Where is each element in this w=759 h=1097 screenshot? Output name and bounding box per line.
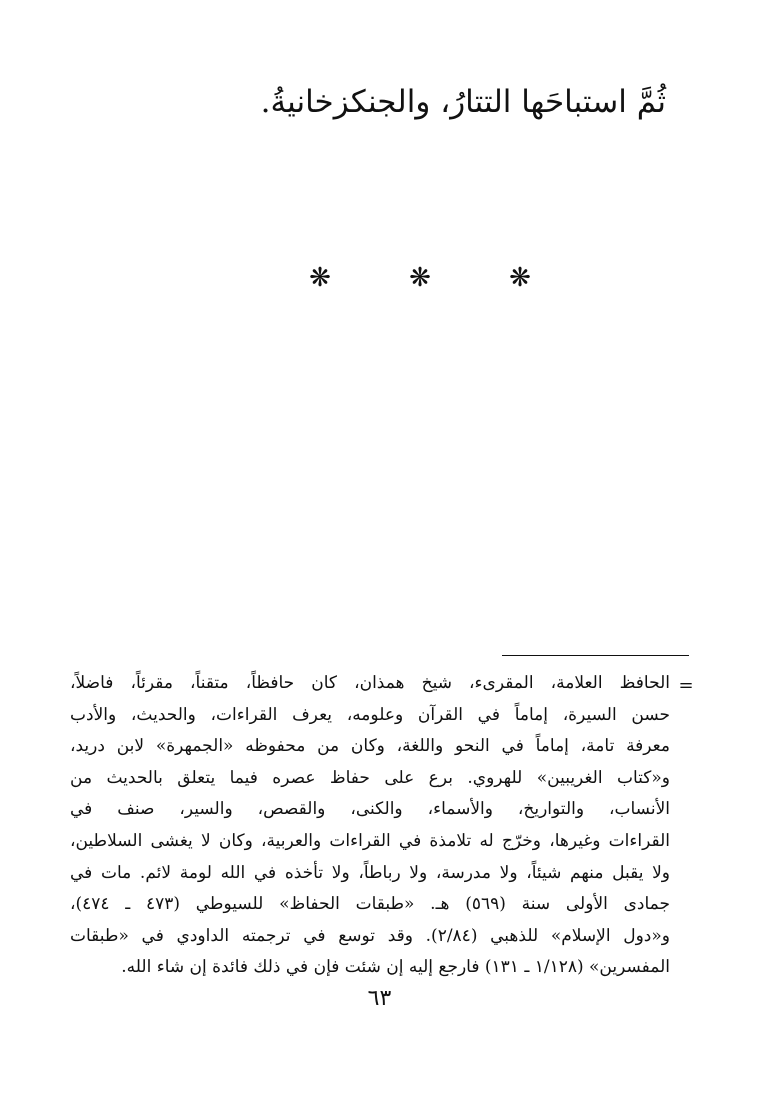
ornament-icon: ❋ xyxy=(409,263,431,293)
footnote-line: و«دول الإسلام» للذهبي (٢/٨٤). وقد توسع في ترجمته الداودي في «طبقات xyxy=(70,925,670,946)
footnote-line: ولا يقبل منهم شيئاً، ولا مدرسة، ولا رباطاً، ولا تأخذه في الله لومة لائم. مات في xyxy=(70,862,670,883)
footnote-continuation-marker: = xyxy=(678,675,694,696)
footnote-line: جمادى الأولى سنة (٥٦٩) هـ. «طبقات الحفاظ» للسيوطي (٤٧٣ ـ ٤٧٤)، xyxy=(70,894,670,915)
footnote-line: معرفة تامة، إماماً في النحو واللغة، وكان من محفوظه «الجمهرة» لابن دريد، xyxy=(70,736,670,757)
footnote-line: القراءات وغيرها، وخرّج له تلامذة في القراءات والعربية، وكان لا يغشى السلاطين، xyxy=(70,830,670,851)
footnote-line: الحافظ العلامة، المقرىء، شيخ همذان، كان حافظاً، متقناً، مقرئاً، فاضلاً، xyxy=(70,673,670,693)
footnote-line: حسن السيرة، إماماً في القرآن وعلومه، يعرف القراءات، والحديث، والأدب xyxy=(70,704,670,725)
footnote-line: المفسرين» (١/١٢٨ ـ ١٣١) فارجع إليه إن شئت فإن في ذلك فائدة إن شاء الله. xyxy=(121,957,670,978)
section-divider-ornaments xyxy=(300,258,540,298)
ornament-icon: ❋ xyxy=(309,263,331,293)
page-number: ٦٣ xyxy=(367,986,392,1011)
footnote-line: الأنساب، والتواريخ، والأسماء، والكنى، والقصص، والسير، صنف في xyxy=(70,799,670,820)
footnote-separator-rule xyxy=(502,655,689,656)
ornament-icon: ❋ xyxy=(509,263,531,293)
footnote-line: و«كتاب الغريبين» للهروي. برع على حفاظ عصره فيما يتعلق بالحديث من xyxy=(70,767,670,788)
main-text-line: ثُمَّ استباحَها التتارُ، والجنكزخانيةُ. xyxy=(260,84,666,120)
footnote-block xyxy=(70,668,670,984)
